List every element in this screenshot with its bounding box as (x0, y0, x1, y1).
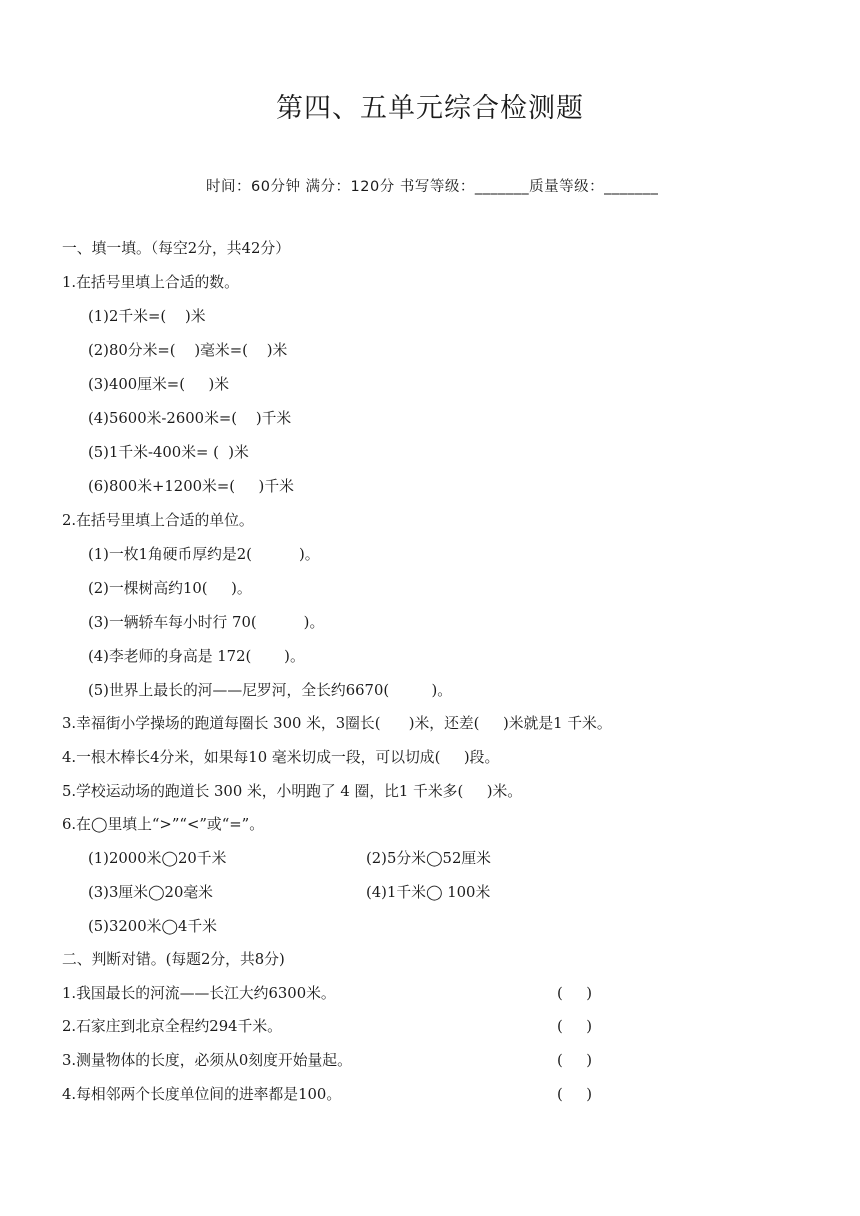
judge-item-3: 3.测量物体的长度，必须从0刻度开始量起。 (62, 1052, 352, 1069)
q6-item-5: (5)3200米◯4千米 (88, 918, 217, 935)
judge-item-1: 1.我国最长的河流——长江大约6300米。 (62, 985, 336, 1002)
question-2: 2.在括号里填上合适的单位。 (62, 512, 254, 529)
q2-item-2: (2)一棵树高约10( )。 (88, 580, 252, 597)
q1-item-2: (2)80分米=( )毫米=( )米 (88, 342, 288, 359)
question-1: 1.在括号里填上合适的数。 (62, 274, 239, 291)
section1-heading: 一、填一填。（每空2分，共42分） (62, 240, 291, 257)
q6-item-1: (1)2000米◯20千米 (88, 850, 227, 867)
question-3: 3.幸福街小学操场的跑道每圈长 300 米，3圈长( )米，还差( )米就是1 千米。 (62, 715, 612, 732)
exam-meta: 时间：60分钟 满分：120分 书写等级：_______质量等级：_______ (206, 179, 659, 195)
judge-answer-2[interactable]: ( ) (557, 1018, 593, 1035)
judge-answer-1[interactable]: ( ) (557, 985, 593, 1002)
section2-heading: 二、判断对错。(每题2分，共8分) (62, 951, 285, 968)
q1-item-5: (5)1千米-400米= ( )米 (88, 444, 249, 461)
judge-answer-4[interactable]: ( ) (557, 1086, 593, 1103)
q1-item-3: (3)400厘米=( )米 (88, 376, 230, 393)
judge-item-2: 2.石家庄到北京全程约294千米。 (62, 1018, 282, 1035)
q1-item-1: (1)2千米=( )米 (88, 308, 206, 325)
q2-item-4: (4)李老师的身高是 172( )。 (88, 648, 305, 665)
q1-item-4: (4)5600米-2600米=( )千米 (88, 410, 292, 427)
q6-item-4: (4)1千米◯ 100米 (366, 884, 491, 901)
q1-item-6: (6)800米+1200米=( )千米 (88, 478, 294, 495)
judge-item-4: 4.每相邻两个长度单位间的进率都是100。 (62, 1086, 342, 1103)
question-5: 5.学校运动场的跑道长 300 米，小明跑了 4 圈，比1 千米多( )米。 (62, 783, 523, 800)
q2-item-1: (1)一枚1角硬币厚约是2( )。 (88, 546, 320, 563)
question-6: 6.在◯里填上“>”“<”或“=”。 (62, 816, 265, 833)
judge-answer-3[interactable]: ( ) (557, 1052, 593, 1069)
q6-item-2: (2)5分米◯52厘米 (366, 850, 491, 867)
q2-item-5: (5)世界上最长的河——尼罗河，全长约6670( )。 (88, 682, 453, 699)
q6-item-3: (3)3厘米◯20毫米 (88, 884, 213, 901)
q2-item-3: (3)一辆轿车每小时行 70( )。 (88, 614, 325, 631)
page-title: 第四、五单元综合检测题 (276, 93, 584, 124)
question-4: 4.一根木棒长4分米，如果每10 毫米切成一段，可以切成( )段。 (62, 749, 500, 766)
